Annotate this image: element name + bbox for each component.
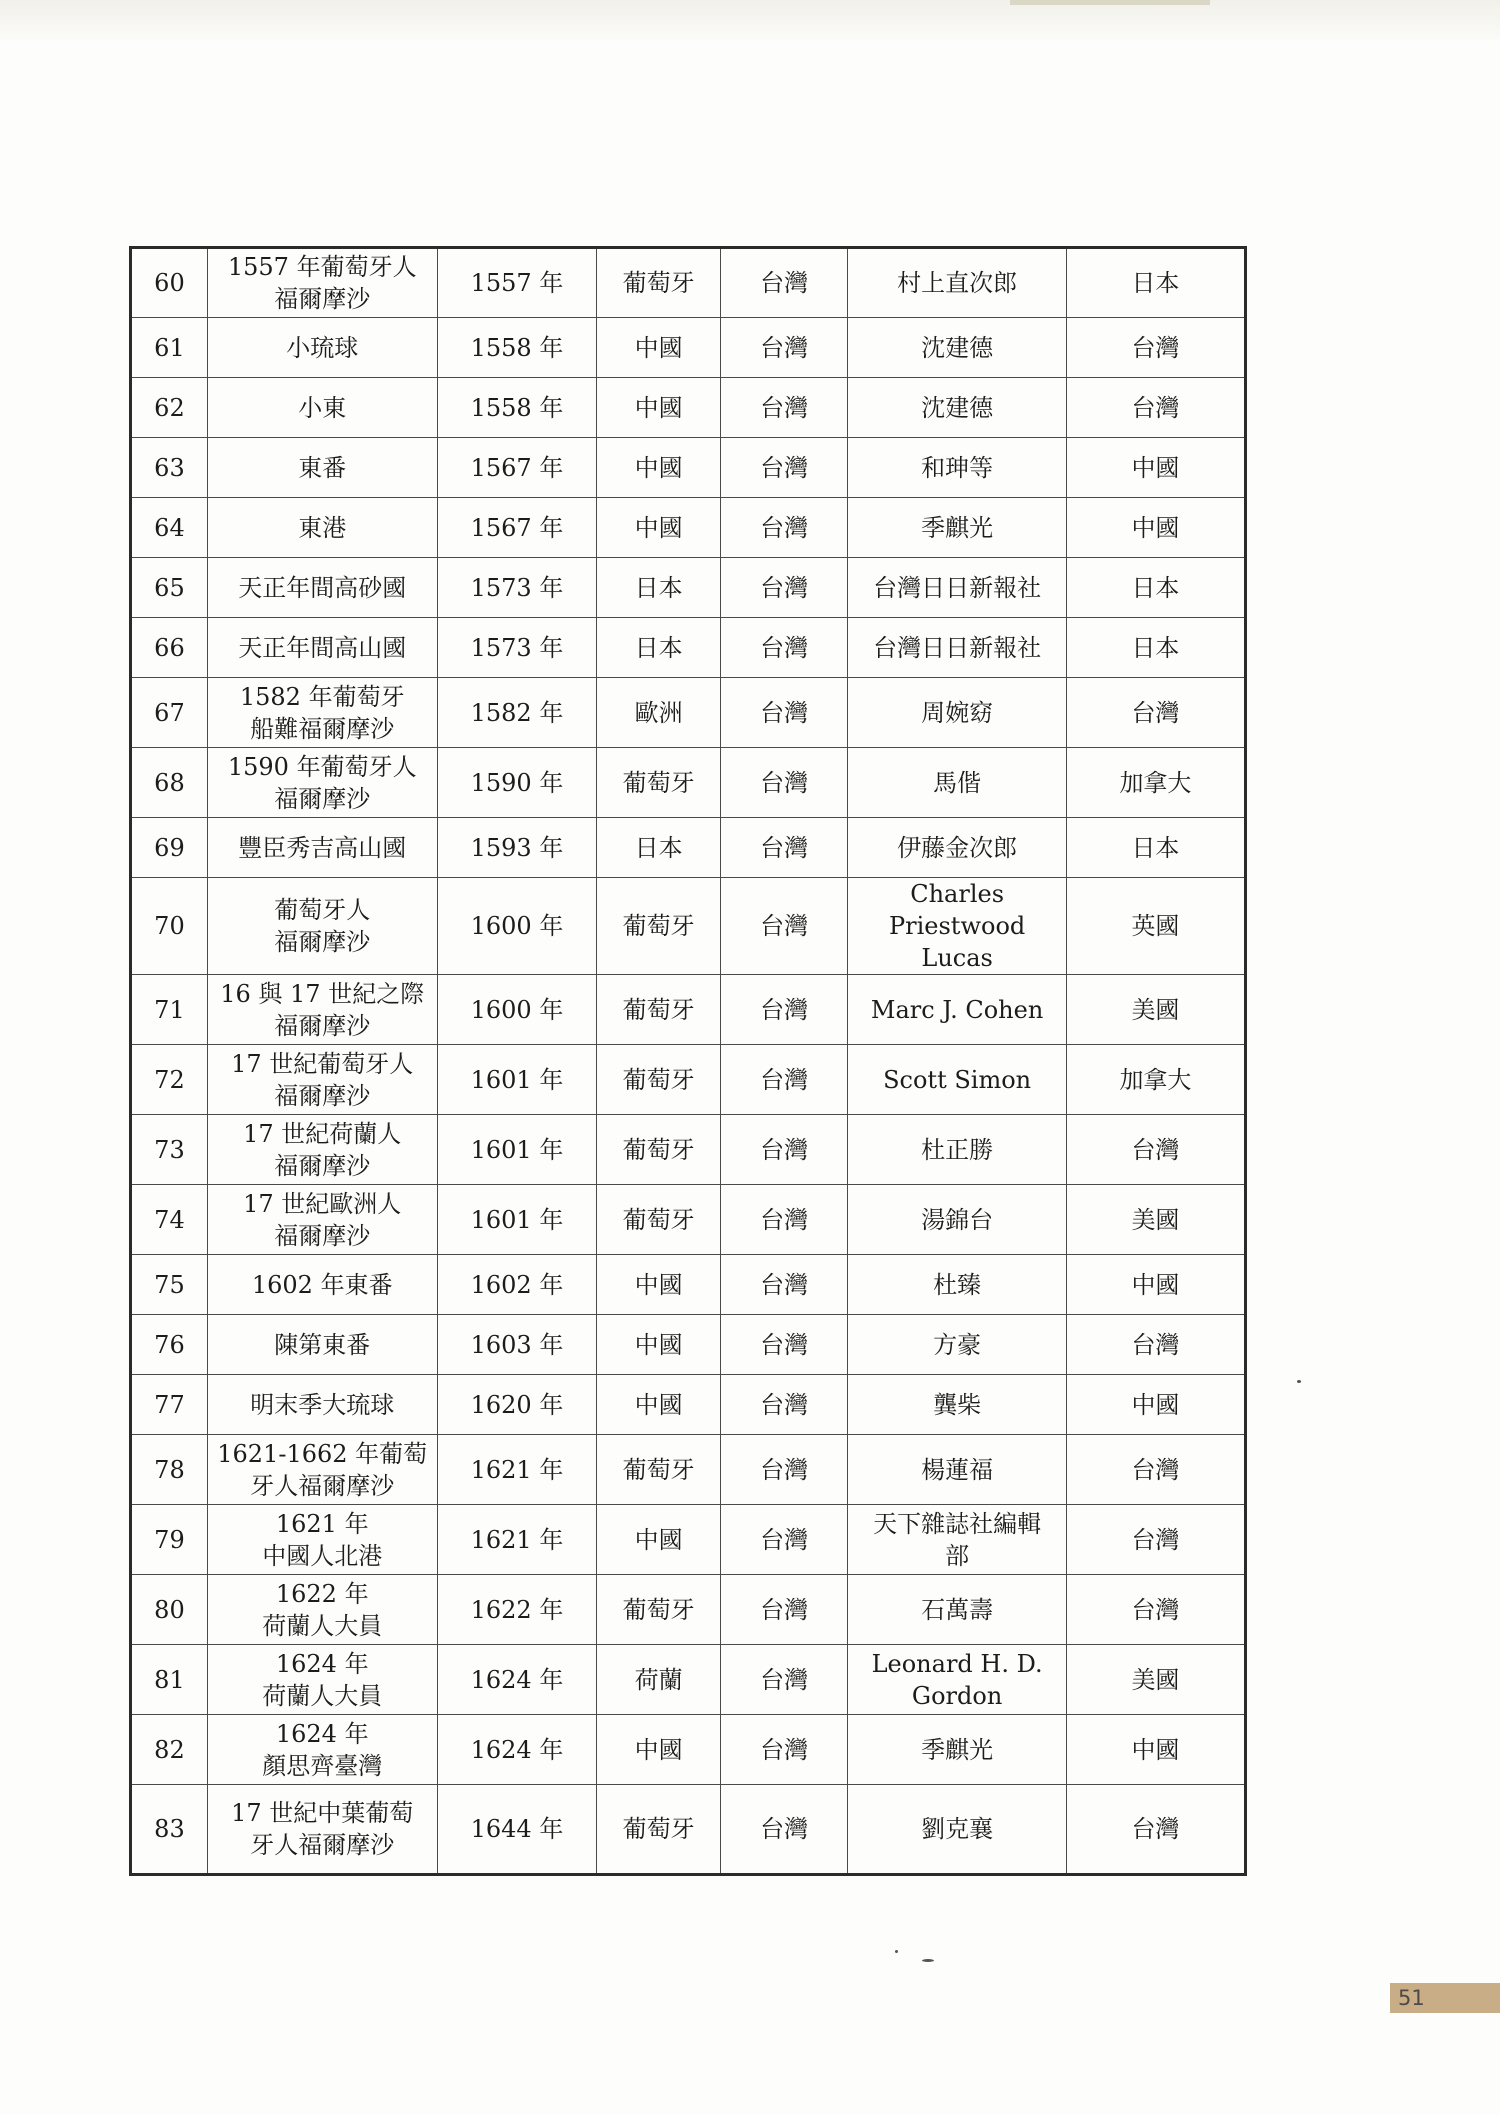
cell-name: 陳第東番 [207, 1315, 437, 1375]
cell-country: 中國 [597, 1255, 720, 1315]
cell-name: 17 世紀歐洲人 福爾摩沙 [207, 1185, 437, 1255]
cell-idx: 77 [131, 1375, 208, 1435]
table-row [131, 1115, 1246, 1185]
cell-nationality: 中國 [1066, 1255, 1245, 1315]
cell-name: 1590 年葡萄牙人 福爾摩沙 [207, 748, 437, 818]
cell-nationality: 台灣 [1066, 318, 1245, 378]
cell-author: 杜正勝 [848, 1115, 1067, 1185]
cell-name: 1622 年 荷蘭人大員 [207, 1575, 437, 1645]
cell-name: 天正年間高山國 [207, 618, 437, 678]
cell-nationality: 台灣 [1066, 1575, 1245, 1645]
cell-name: 17 世紀葡萄牙人 福爾摩沙 [207, 1045, 437, 1115]
cell-author: Leonard H. D. Gordon [848, 1645, 1067, 1715]
table-row [131, 878, 1246, 975]
cell-country: 葡萄牙 [597, 1785, 720, 1875]
cell-name: 1621-1662 年葡萄 牙人福爾摩沙 [207, 1435, 437, 1505]
cell-country: 日本 [597, 558, 720, 618]
cell-location: 台灣 [720, 1045, 847, 1115]
table-row [131, 1645, 1246, 1715]
cell-idx: 64 [131, 498, 208, 558]
cell-country: 中國 [597, 1505, 720, 1575]
cell-author: 方豪 [848, 1315, 1067, 1375]
table-row [131, 248, 1246, 318]
cell-author: 劉克襄 [848, 1785, 1067, 1875]
table-row [131, 1715, 1246, 1785]
cell-author: 季麒光 [848, 498, 1067, 558]
cell-nationality: 台灣 [1066, 1435, 1245, 1505]
cell-author: 台灣日日新報社 [848, 558, 1067, 618]
table-row [131, 975, 1246, 1045]
cell-nationality: 日本 [1066, 818, 1245, 878]
table-row [131, 498, 1246, 558]
cell-author: 馬偕 [848, 748, 1067, 818]
cell-author: Scott Simon [848, 1045, 1067, 1115]
top-header-mark [1010, 0, 1210, 5]
cell-location: 台灣 [720, 378, 847, 438]
table-row [131, 558, 1246, 618]
table-row [131, 818, 1246, 878]
cell-country: 中國 [597, 438, 720, 498]
table-row [131, 1255, 1246, 1315]
cell-author: 沈建德 [848, 378, 1067, 438]
cell-idx: 72 [131, 1045, 208, 1115]
cell-location: 台灣 [720, 1715, 847, 1785]
cell-country: 歐洲 [597, 678, 720, 748]
table-row [131, 318, 1246, 378]
cell-author: 龔柴 [848, 1375, 1067, 1435]
table-row [131, 1785, 1246, 1875]
cell-author: 台灣日日新報社 [848, 618, 1067, 678]
cell-year: 1601 年 [437, 1185, 597, 1255]
cell-author: 季麒光 [848, 1715, 1067, 1785]
cell-location: 台灣 [720, 1575, 847, 1645]
cell-idx: 80 [131, 1575, 208, 1645]
cell-idx: 63 [131, 438, 208, 498]
cell-author: 楊蓮福 [848, 1435, 1067, 1505]
cell-author: 沈建德 [848, 318, 1067, 378]
cell-author: 杜臻 [848, 1255, 1067, 1315]
table-row [131, 1315, 1246, 1375]
cell-year: 1582 年 [437, 678, 597, 748]
cell-name: 東番 [207, 438, 437, 498]
cell-idx: 74 [131, 1185, 208, 1255]
cell-idx: 82 [131, 1715, 208, 1785]
cell-name: 1582 年葡萄牙 船難福爾摩沙 [207, 678, 437, 748]
cell-country: 葡萄牙 [597, 1185, 720, 1255]
cell-idx: 69 [131, 818, 208, 878]
cell-location: 台灣 [720, 1375, 847, 1435]
cell-country: 中國 [597, 1715, 720, 1785]
cell-idx: 66 [131, 618, 208, 678]
cell-location: 台灣 [720, 748, 847, 818]
cell-nationality: 中國 [1066, 1715, 1245, 1785]
table-row [131, 618, 1246, 678]
scan-speck [922, 1959, 934, 1962]
cell-idx: 60 [131, 248, 208, 318]
table-row [131, 1435, 1246, 1505]
cell-country: 日本 [597, 618, 720, 678]
cell-year: 1593 年 [437, 818, 597, 878]
cell-idx: 75 [131, 1255, 208, 1315]
cell-location: 台灣 [720, 1505, 847, 1575]
cell-location: 台灣 [720, 1115, 847, 1185]
cell-name: 小琉球 [207, 318, 437, 378]
cell-name: 天正年間高砂國 [207, 558, 437, 618]
cell-nationality: 中國 [1066, 1375, 1245, 1435]
cell-nationality: 日本 [1066, 248, 1245, 318]
cell-year: 1600 年 [437, 878, 597, 975]
cell-nationality: 日本 [1066, 618, 1245, 678]
cell-author: 村上直次郎 [848, 248, 1067, 318]
table-row [131, 678, 1246, 748]
cell-nationality: 台灣 [1066, 1315, 1245, 1375]
cell-name: 16 與 17 世紀之際 福爾摩沙 [207, 975, 437, 1045]
table-row [131, 1505, 1246, 1575]
cell-year: 1601 年 [437, 1115, 597, 1185]
cell-nationality: 中國 [1066, 438, 1245, 498]
cell-name: 明末季大琉球 [207, 1375, 437, 1435]
cell-idx: 62 [131, 378, 208, 438]
table-row [131, 1375, 1246, 1435]
cell-country: 中國 [597, 498, 720, 558]
table-row [131, 1575, 1246, 1645]
cell-location: 台灣 [720, 975, 847, 1045]
cell-nationality: 台灣 [1066, 678, 1245, 748]
cell-location: 台灣 [720, 1645, 847, 1715]
cell-nationality: 加拿大 [1066, 1045, 1245, 1115]
cell-idx: 71 [131, 975, 208, 1045]
names-table [129, 246, 1247, 1876]
cell-location: 台灣 [720, 1255, 847, 1315]
cell-country: 葡萄牙 [597, 748, 720, 818]
cell-nationality: 美國 [1066, 1185, 1245, 1255]
cell-year: 1558 年 [437, 378, 597, 438]
cell-name: 1624 年 荷蘭人大員 [207, 1645, 437, 1715]
cell-idx: 65 [131, 558, 208, 618]
cell-location: 台灣 [720, 618, 847, 678]
cell-name: 17 世紀中葉葡萄 牙人福爾摩沙 [207, 1785, 437, 1875]
cell-nationality: 日本 [1066, 558, 1245, 618]
cell-country: 葡萄牙 [597, 248, 720, 318]
cell-location: 台灣 [720, 878, 847, 975]
cell-country: 中國 [597, 1315, 720, 1375]
cell-location: 台灣 [720, 1785, 847, 1875]
cell-country: 葡萄牙 [597, 1045, 720, 1115]
cell-year: 1557 年 [437, 248, 597, 318]
table-row [131, 438, 1246, 498]
cell-author: 湯錦台 [848, 1185, 1067, 1255]
cell-name: 1621 年 中國人北港 [207, 1505, 437, 1575]
cell-idx: 68 [131, 748, 208, 818]
cell-year: 1590 年 [437, 748, 597, 818]
cell-location: 台灣 [720, 818, 847, 878]
cell-author: 周婉窈 [848, 678, 1067, 748]
cell-year: 1603 年 [437, 1315, 597, 1375]
cell-idx: 78 [131, 1435, 208, 1505]
cell-location: 台灣 [720, 318, 847, 378]
cell-author: 天下雜誌社編輯 部 [848, 1505, 1067, 1575]
page-number: 51 [1390, 1983, 1500, 2013]
cell-year: 1621 年 [437, 1505, 597, 1575]
table-row [131, 1185, 1246, 1255]
cell-nationality: 加拿大 [1066, 748, 1245, 818]
cell-idx: 83 [131, 1785, 208, 1875]
cell-country: 葡萄牙 [597, 1575, 720, 1645]
cell-author: Marc J. Cohen [848, 975, 1067, 1045]
cell-author: Charles Priestwood Lucas [848, 878, 1067, 975]
cell-year: 1624 年 [437, 1715, 597, 1785]
table-row [131, 748, 1246, 818]
cell-country: 日本 [597, 818, 720, 878]
cell-author: 和珅等 [848, 438, 1067, 498]
cell-year: 1567 年 [437, 438, 597, 498]
cell-idx: 67 [131, 678, 208, 748]
cell-country: 中國 [597, 318, 720, 378]
cell-year: 1644 年 [437, 1785, 597, 1875]
cell-country: 荷蘭 [597, 1645, 720, 1715]
cell-country: 葡萄牙 [597, 878, 720, 975]
cell-year: 1600 年 [437, 975, 597, 1045]
cell-idx: 76 [131, 1315, 208, 1375]
cell-name: 東港 [207, 498, 437, 558]
cell-year: 1622 年 [437, 1575, 597, 1645]
cell-year: 1624 年 [437, 1645, 597, 1715]
cell-name: 1557 年葡萄牙人 福爾摩沙 [207, 248, 437, 318]
table-row [131, 378, 1246, 438]
cell-nationality: 美國 [1066, 975, 1245, 1045]
cell-location: 台灣 [720, 498, 847, 558]
cell-nationality: 中國 [1066, 498, 1245, 558]
table-body [131, 248, 1246, 1875]
cell-location: 台灣 [720, 678, 847, 748]
cell-location: 台灣 [720, 248, 847, 318]
cell-year: 1573 年 [437, 618, 597, 678]
cell-year: 1573 年 [437, 558, 597, 618]
cell-author: 石萬壽 [848, 1575, 1067, 1645]
cell-country: 中國 [597, 1375, 720, 1435]
cell-idx: 70 [131, 878, 208, 975]
cell-country: 中國 [597, 378, 720, 438]
scan-speck [1297, 1380, 1301, 1383]
cell-idx: 81 [131, 1645, 208, 1715]
cell-country: 葡萄牙 [597, 975, 720, 1045]
cell-location: 台灣 [720, 558, 847, 618]
cell-idx: 73 [131, 1115, 208, 1185]
cell-location: 台灣 [720, 1185, 847, 1255]
cell-nationality: 台灣 [1066, 1115, 1245, 1185]
top-scan-band [0, 0, 1500, 40]
cell-idx: 61 [131, 318, 208, 378]
cell-name: 小東 [207, 378, 437, 438]
cell-year: 1567 年 [437, 498, 597, 558]
cell-nationality: 美國 [1066, 1645, 1245, 1715]
cell-idx: 79 [131, 1505, 208, 1575]
cell-year: 1621 年 [437, 1435, 597, 1505]
cell-name: 1624 年 顏思齊臺灣 [207, 1715, 437, 1785]
cell-nationality: 英國 [1066, 878, 1245, 975]
cell-name: 葡萄牙人 福爾摩沙 [207, 878, 437, 975]
cell-location: 台灣 [720, 1315, 847, 1375]
cell-name: 豐臣秀吉高山國 [207, 818, 437, 878]
cell-name: 1602 年東番 [207, 1255, 437, 1315]
cell-year: 1601 年 [437, 1045, 597, 1115]
cell-location: 台灣 [720, 1435, 847, 1505]
cell-nationality: 台灣 [1066, 1505, 1245, 1575]
cell-country: 葡萄牙 [597, 1435, 720, 1505]
scan-speck [895, 1950, 898, 1953]
cell-author: 伊藤金次郎 [848, 818, 1067, 878]
cell-name: 17 世紀荷蘭人 福爾摩沙 [207, 1115, 437, 1185]
cell-country: 葡萄牙 [597, 1115, 720, 1185]
cell-nationality: 台灣 [1066, 378, 1245, 438]
cell-nationality: 台灣 [1066, 1785, 1245, 1875]
cell-year: 1620 年 [437, 1375, 597, 1435]
cell-location: 台灣 [720, 438, 847, 498]
table-row [131, 1045, 1246, 1115]
cell-year: 1558 年 [437, 318, 597, 378]
cell-year: 1602 年 [437, 1255, 597, 1315]
